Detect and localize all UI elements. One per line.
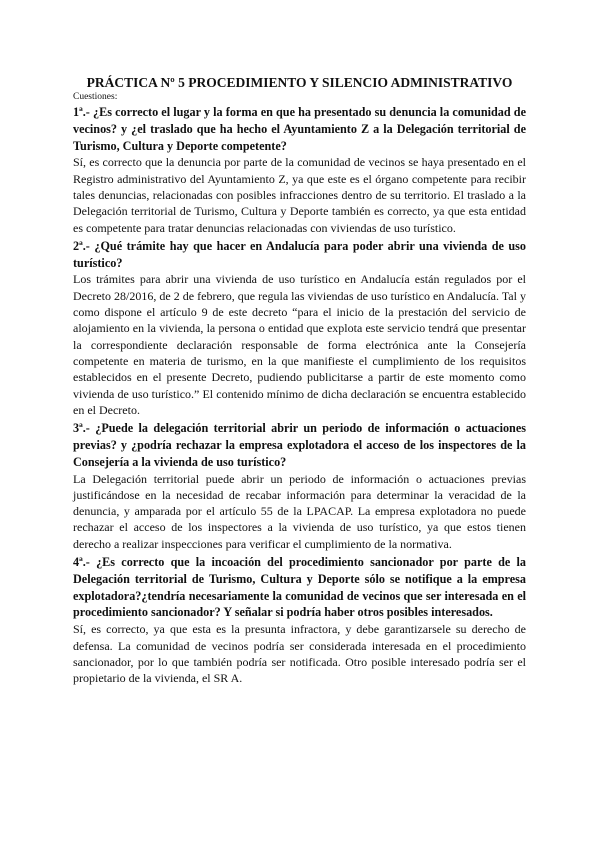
answer-2: Los trámites para abrir una vivienda de uso turístico en Andalucía están regulados por el Decreto 28/2016, de 2 de febrero, que regula las viviendas de uso turístico en Andalucía. Tal y como dispone el artículo 9 de este decreto “para el inicio de la prestación del servicio de alojamiento en la vivienda, la persona o entidad que explota este servicio tendrá que presentar la correspondiente declaración responsable de forma electrónica ante la Consejería competente en materia de turismo, en la que manifieste el cumplimiento de los requisitos establecidos en el presente Decreto, pudiendo publicitarse a partir de este momento como vivienda de uso turístico.” El contenido mínimo de dicha declaración se encuentra establecido en el Decreto.: [73, 272, 526, 417]
question-1: 1ª.- ¿Es correcto el lugar y la forma en que ha presentado su denuncia la comunidad de vecinos? y ¿el traslado que ha hecho el Ayuntamiento Z a la Delegación territorial de Turismo, Cultura y Deporte competente?: [73, 105, 526, 153]
document-title: PRÁCTICA Nº 5 PROCEDIMIENTO Y SILENCIO ADMINISTRATIVO: [86, 75, 513, 90]
document-page: [73, 74, 526, 688]
section-label: Cuestiones:: [73, 92, 118, 102]
question-4: 4ª.- ¿Es correcto que la incoación del procedimiento sancionador por parte de la Delegación territorial de Turismo, Cultura y Deporte sólo se notifique a la empresa explotadora?¿tendría necesariamente la comunidad de vecinos que ser interesada en el procedimiento sancionador? Y señalar si podría haber otros posibles interesados.: [73, 555, 526, 620]
answer-1: Sí, es correcto que la denuncia por parte de la comunidad de vecinos se haya presentado en el Registro administrativo del Ayuntamiento Z, ya que este es el órgano competente para recibir tales denuncias, relacionadas con posibles infracciones dentro de su territorio. El traslado a la Delegación territorial de Turismo, Cultura y Deporte también es correcto, ya que esta entidad es competente para tratar denuncias relacionadas con viviendas de uso turístico.: [73, 155, 526, 235]
answer-3: La Delegación territorial puede abrir un periodo de información o actuaciones previas justificándose en la necesidad de recabar información para determinar la veracidad de la denuncia, y amparada por el artículo 55 de la LPACAP. La empresa explotadora no puede rechazar el acceso de los inspectores a la vivienda de uso turístico, ya que estos tienen derecho a realizar inspecciones para verificar el cumplimiento de la normativa.: [73, 471, 526, 551]
question-2: 2ª.- ¿Qué trámite hay que hacer en Andalucía para poder abrir una vivienda de uso turístico?: [73, 238, 526, 270]
question-3: 3ª.- ¿Puede la delegación territorial abrir un periodo de información o actuaciones previas? y ¿podría rechazar la empresa explotadora el acceso de los inspectores de la Consejería a la vivienda de uso turístico?: [73, 421, 526, 469]
answer-4: Sí, es correcto, ya que esta es la presunta infractora, y debe garantizarsele su derecho de defensa. La comunidad de vecinos podría ser considerada interesada en el procedimiento sancionador, por lo que también podría ser notificada. Otro posible interesado podría ser el propietario de la vivienda, el SR A.: [73, 622, 526, 686]
